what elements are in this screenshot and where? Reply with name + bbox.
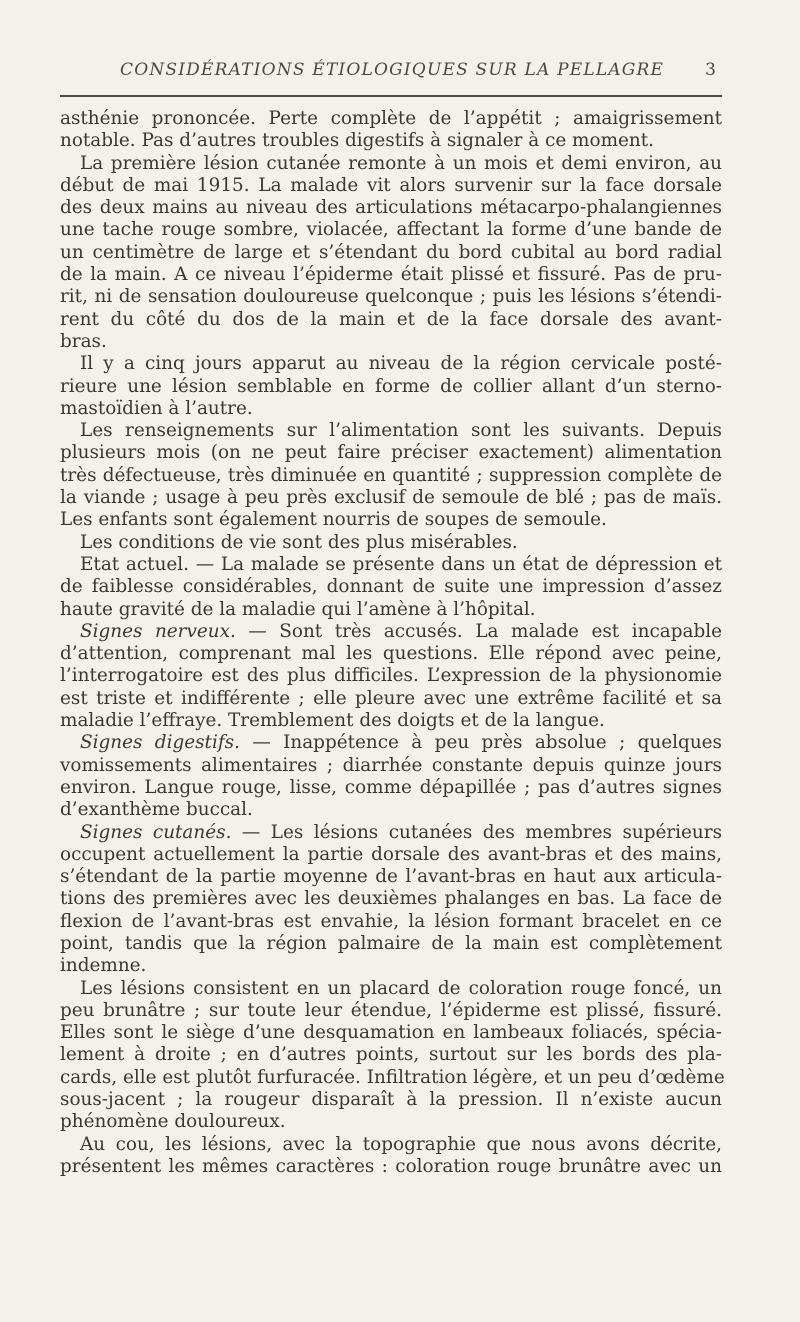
line-text: rieure une lésion semblable en forme de collier allant d’un sterno- bbox=[60, 375, 722, 397]
text-line bbox=[60, 175, 722, 197]
line-text: Elles sont le siège d’une desquamation en lambeaux foliacés, spécia- bbox=[60, 1022, 722, 1044]
line-text: Au cou, les lésions, avec la topographie que nous avons décrite, bbox=[80, 1133, 722, 1155]
text-line bbox=[60, 376, 722, 398]
line-text: — Inappétence à peu près absolue ; quelques bbox=[239, 732, 722, 754]
text-line bbox=[60, 777, 722, 799]
line-text: Il y a cinq jours apparut au niveau de la région cervicale posté- bbox=[80, 353, 722, 375]
text-line bbox=[60, 799, 722, 821]
italic-heading: Signes digestifs. bbox=[80, 732, 240, 754]
text-line bbox=[60, 487, 722, 509]
text-line bbox=[60, 911, 722, 933]
text-line bbox=[60, 1156, 722, 1178]
line-text: des deux mains au niveau des articulations métacarpo-phalangiennes bbox=[60, 197, 722, 219]
line-text: peu brunâtre ; sur toute leur étendue, l’épiderme est plissé, fissuré. bbox=[60, 999, 722, 1021]
line-text: une tache rouge sombre, violacée, affectant la forme d’une bande de bbox=[60, 219, 722, 241]
line-text: phénomène douloureux. bbox=[60, 1111, 286, 1133]
text-line bbox=[60, 309, 722, 331]
line-text: de la main. A ce niveau l’épiderme était plissé et fissuré. Pas de pru- bbox=[60, 264, 722, 286]
text-line bbox=[60, 888, 722, 910]
text-line bbox=[60, 688, 722, 710]
line-text: Les renseignements sur l’alimentation sont les suivants. Depuis bbox=[80, 420, 722, 442]
text-line bbox=[60, 532, 722, 554]
line-text: — Sont très accusés. La malade est incapable bbox=[235, 620, 722, 642]
text-line bbox=[60, 643, 722, 665]
text-line bbox=[60, 844, 722, 866]
text-line bbox=[60, 264, 722, 286]
text-line bbox=[60, 509, 722, 531]
header-rule bbox=[60, 95, 722, 97]
line-text: haute gravité de la maladie qui l’amène à l’hôpital. bbox=[60, 598, 536, 620]
line-text: Les conditions de vie sont des plus misérables. bbox=[80, 531, 518, 553]
line-text: Etat actuel. — La malade se présente dans un état de dépression et bbox=[80, 553, 722, 575]
text-line bbox=[60, 1022, 722, 1044]
line-text: mastoïdien à l’autre. bbox=[60, 397, 253, 419]
line-text: un centimètre de large et s’étendant du bord cubital au bord radial bbox=[60, 241, 722, 263]
text-line bbox=[60, 286, 722, 308]
line-text: l’interrogatoire est des plus difficiles. L’expression de la physionomie bbox=[60, 665, 722, 687]
line-text: point, tandis que la région palmaire de la main est complètement bbox=[60, 932, 722, 954]
text-line bbox=[60, 130, 722, 152]
line-text: est triste et indifférente ; elle pleure avec une extrême facilité et sa bbox=[60, 687, 722, 709]
text-line bbox=[60, 108, 722, 130]
line-text: maladie l’effraye. Tremblement des doigts et de la langue. bbox=[60, 710, 605, 732]
text-line bbox=[60, 822, 722, 844]
line-text: asthénie prononcée. Perte complète de l’appétit ; amaigrissement bbox=[60, 108, 722, 129]
text-line bbox=[60, 955, 722, 977]
line-text: indemne. bbox=[60, 955, 147, 977]
line-text: sous-jacent ; la rougeur disparaît à la pression. Il n’existe aucun bbox=[60, 1089, 722, 1111]
line-text: rent du côté du dos de la main et de la face dorsale des avant- bbox=[60, 308, 722, 330]
text-line bbox=[60, 465, 722, 487]
line-text: rit, ni de sensation douloureuse quelconque ; puis les lésions s’étendi- bbox=[60, 286, 722, 308]
text-line bbox=[60, 242, 722, 264]
text-line bbox=[60, 978, 722, 1000]
line-text: plusieurs mois (on ne peut faire préciser exactement) alimentation bbox=[60, 442, 722, 464]
line-text: La première lésion cutanée remonte à un mois et demi environ, au bbox=[80, 152, 722, 174]
line-text: s’étendant de la partie moyenne de l’avant-bras en haut aux articula- bbox=[60, 866, 722, 888]
body-text bbox=[60, 108, 725, 1178]
page-header bbox=[60, 58, 720, 88]
text-line bbox=[60, 1089, 722, 1111]
line-text: vomissements alimentaires ; diarrhée constante depuis quinze jours bbox=[60, 754, 722, 776]
text-line bbox=[60, 599, 722, 621]
text-line bbox=[60, 398, 722, 420]
text-line bbox=[60, 442, 722, 464]
line-text: tions des premières avec les deuxièmes phalanges en bas. La face de bbox=[60, 888, 722, 910]
line-text: très défectueuse, très diminuée en quantité ; suppression complète de bbox=[60, 464, 722, 486]
text-line bbox=[60, 933, 722, 955]
line-text: flexion de l’avant-bras est envahie, la lésion formant bracelet en ce bbox=[60, 910, 722, 932]
text-line bbox=[60, 621, 722, 643]
line-text: d’attention, comprenant mal les questions. Elle répond avec peine, bbox=[60, 643, 722, 665]
text-line bbox=[60, 1044, 722, 1066]
italic-heading: Signes nerveux. bbox=[80, 620, 236, 642]
text-line bbox=[60, 732, 722, 754]
line-text: présentent les mêmes caractères : coloration rouge brunâtre avec un bbox=[60, 1155, 722, 1177]
text-line bbox=[60, 1111, 722, 1133]
line-text: lement à droite ; en d’autres points, surtout sur les bords des pla- bbox=[60, 1044, 722, 1066]
text-line bbox=[60, 197, 722, 219]
page-number: 3 bbox=[705, 60, 716, 80]
line-text: Les enfants sont également nourris de soupes de semoule. bbox=[60, 509, 607, 531]
text-line bbox=[60, 755, 722, 777]
line-text: notable. Pas d’autres troubles digestifs à signaler à ce moment. bbox=[60, 130, 654, 152]
text-line bbox=[60, 353, 722, 375]
text-line bbox=[60, 1000, 722, 1022]
text-line bbox=[60, 1066, 725, 1089]
line-text: bras. bbox=[60, 330, 107, 352]
text-line bbox=[60, 710, 722, 732]
text-line bbox=[60, 331, 722, 353]
text-line bbox=[60, 153, 722, 175]
text-line bbox=[60, 219, 722, 241]
line-text: d’exanthème buccal. bbox=[60, 799, 253, 821]
line-text: cards, elle est plutôt furfuracée. Infiltration légère, et un peu d’œdème bbox=[60, 1066, 725, 1088]
text-line bbox=[60, 420, 722, 442]
text-line bbox=[60, 554, 722, 576]
line-text: occupent actuellement la partie dorsale des avant-bras et des mains, bbox=[60, 843, 722, 865]
italic-heading: Signes cutanés. bbox=[80, 821, 232, 843]
running-head: CONSIDÉRATIONS ÉTIOLOGIQUES SUR LA PELLAGRE bbox=[120, 60, 665, 80]
line-text: environ. Langue rouge, lisse, comme dépapillée ; pas d’autres signes bbox=[60, 776, 722, 798]
text-line bbox=[60, 1134, 722, 1156]
text-line bbox=[60, 665, 722, 687]
line-text: Les lésions consistent en un placard de coloration rouge foncé, un bbox=[80, 977, 722, 999]
line-text: de faiblesse considérables, donnant de suite une impression d’assez bbox=[60, 576, 722, 598]
text-line bbox=[60, 576, 722, 598]
line-text: début de mai 1915. La malade vit alors survenir sur la face dorsale bbox=[60, 174, 722, 196]
line-text: — Les lésions cutanées des membres supérieurs bbox=[231, 821, 723, 843]
text-line bbox=[60, 866, 722, 888]
line-text: la viande ; usage à peu près exclusif de semoule de blé ; pas de maïs. bbox=[60, 487, 722, 509]
